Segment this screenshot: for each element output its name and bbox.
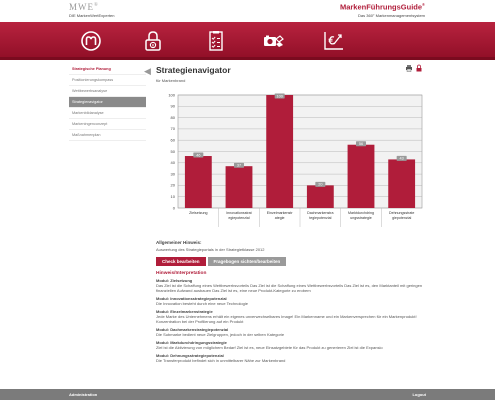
module-title: Modul: Einzelmarkenstrategie: [156, 309, 213, 314]
chart-bar: [226, 166, 253, 208]
bar-value-label: 100: [276, 94, 283, 99]
sidebar-item-wettbewerbsanalyse[interactable]: Wettbewerbsanalyse: [69, 86, 146, 97]
x-tick-label: Dehnungsstrate: [388, 211, 415, 215]
module-text: Die Transferprodukt befindet sich in unmittelbarer Nähe zur Markenbrand: [156, 358, 286, 363]
chart-svg: [148, 89, 426, 234]
print-icon[interactable]: [405, 64, 413, 72]
y-tick-label: 80: [170, 114, 175, 120]
x-tick-label: Dachmarkenstra: [307, 211, 334, 215]
x-tick-label: ategie: [274, 216, 285, 220]
chart-bar: [348, 145, 375, 208]
lock-badge-icon[interactable]: [138, 26, 168, 56]
administration-link[interactable]: Administration: [69, 392, 98, 397]
module-text: Die Submarke bedient neue Zielgruppen, jedoch in der selben Kategorie: [156, 332, 285, 337]
bar-value-label: 46: [196, 153, 201, 158]
x-tick-label: Einzelmarkenstr: [266, 211, 293, 215]
bar-value-label: 56: [358, 142, 364, 147]
brand-logo-mark: ®: [94, 3, 99, 8]
interpretation-heading: Hinweis/Interpretation: [156, 271, 207, 276]
module-text: Das Ziel ist die Schaffung eines Wettbewerbsvorteils Das Ziel ist die Schaffung eines Wettbewerbsvorteils Das Ziel ist es, den Marktanteil mit geringen finanziellen Aufwand ausbauen Das Ziel ist es, eine neue Produkt-Kategorie zu erobern: [156, 283, 423, 293]
y-tick-label: 0: [172, 205, 175, 211]
module-title: Modul: Innovationsstrategiepotenzial: [156, 296, 227, 301]
page-title: Strategienavigator: [156, 65, 231, 75]
product-brand: [340, 2, 425, 18]
y-tick-label: 70: [170, 126, 175, 132]
questionnaire-button[interactable]: Fragebogen sichten/bearbeiten: [208, 257, 287, 266]
x-tick-label: giepotenzial: [392, 216, 412, 220]
logout-link[interactable]: Logout: [412, 392, 426, 397]
x-tick-label: Innovationsstrat: [226, 211, 252, 215]
module-item: [156, 327, 428, 337]
module-title: Modul: Markdurchdringungsstrategie: [156, 340, 227, 345]
sidebar-item-markenbildanalyse[interactable]: Markenbildanalyse: [69, 108, 146, 119]
brand-logo-text: MWE: [69, 2, 94, 12]
sidebar-item-markeningenconzept[interactable]: Markeningenconzept: [69, 119, 146, 130]
toolbar: [405, 64, 423, 72]
sidebar-section-strategische-planung[interactable]: Strategische Planung: [69, 64, 146, 75]
x-tick-label: egiepotenzial: [228, 216, 250, 220]
chart-bar: [307, 182, 334, 208]
module-text: Jede Marke des Unternehmens erhält ein eigenes unverwechselbares Image! Ein Markenname und ein Markenversprechen für ein Markenprodukt! Konzentration bei der Profilierung auf ein Produkt: [156, 314, 417, 324]
module-item: [156, 353, 428, 363]
x-tick-label: Marktdurchdring: [348, 211, 374, 215]
brand-logo-subtitle: DIE MarkenWertExperten: [69, 13, 115, 18]
y-tick-label: 90: [170, 103, 175, 109]
top-brand-bar: [0, 0, 495, 22]
x-tick-label: ungsstrategie: [350, 216, 372, 220]
module-title: Modul: Zielsetzung: [156, 278, 193, 283]
checklist-icon[interactable]: [201, 26, 231, 56]
module-item: [156, 296, 428, 306]
product-title: MarkenFührungsGuide: [339, 2, 423, 12]
y-tick-label: 60: [170, 137, 175, 143]
y-tick-label: 30: [170, 171, 175, 177]
check-edit-button[interactable]: Check bearbeiten: [156, 257, 206, 266]
module-list: [156, 278, 428, 366]
svg-text:R: R: [151, 43, 155, 48]
nav-bottom-edge: [0, 57, 495, 60]
bar-value-label: 37: [236, 163, 242, 168]
module-item: [156, 309, 428, 324]
camera-tags-icon[interactable]: [258, 26, 288, 56]
sidebar-item-positionierungskompass[interactable]: Positionierungskompass: [69, 75, 146, 86]
module-item: [156, 340, 428, 350]
sidebar-item-strategienavigator[interactable]: Strategienavigator: [69, 97, 146, 108]
action-buttons: [156, 257, 286, 266]
x-tick-label: tegiepotenzial: [309, 216, 332, 220]
chart-bar: [388, 156, 415, 208]
lock-icon[interactable]: [415, 64, 423, 72]
module-item: [156, 278, 428, 293]
euro-growth-icon[interactable]: [318, 26, 348, 56]
y-tick-label: 50: [170, 148, 175, 154]
module-text: Die Innovation besteht durch eine neue Technologie: [156, 301, 248, 306]
hint-label: Allgemeiner Hinweis:: [156, 240, 202, 245]
x-tick-label: Zielsetzung: [189, 211, 208, 215]
bar-value-label: 20: [318, 182, 323, 187]
product-tagline: Das 360° Markenmanagementsystem: [358, 12, 425, 18]
page-subtitle: für Markenbrand: [156, 78, 186, 83]
bar-value-label: 43: [399, 156, 404, 161]
y-tick-label: 40: [170, 160, 175, 166]
y-tick-label: 10: [170, 194, 175, 199]
module-title: Modul: Dehnungsstrategiepotenzial: [156, 353, 224, 358]
footer-bar: [0, 389, 495, 400]
module-title: Modul: Dachmarkenstrategiepotenzial: [156, 327, 229, 332]
module-text: Ziel ist die Aktivierung von möglichem Bedarf Ziel ist es, neue Einsatzgebiete für das Produkt zu generieren Ziel ist die Expansio: [156, 345, 383, 350]
chart-bar: [185, 156, 212, 208]
sidebar-item-massnahmenplan[interactable]: Maßnahmenplan: [69, 130, 146, 141]
y-tick-label: 100: [168, 92, 175, 98]
product-mark: ®: [422, 2, 425, 7]
y-tick-label: 20: [170, 182, 175, 188]
sidebar: [69, 64, 146, 141]
brand-logo[interactable]: [69, 2, 115, 18]
brand-circle-icon[interactable]: [76, 26, 106, 56]
main-navigation: [0, 22, 495, 60]
hint-text: Auswertung des Strategieportals in der Strategietklasse 2012: [156, 247, 265, 252]
chart-bar: [266, 95, 293, 208]
back-arrow-icon[interactable]: ◀: [144, 66, 151, 76]
strategy-bar-chart: [148, 89, 426, 234]
